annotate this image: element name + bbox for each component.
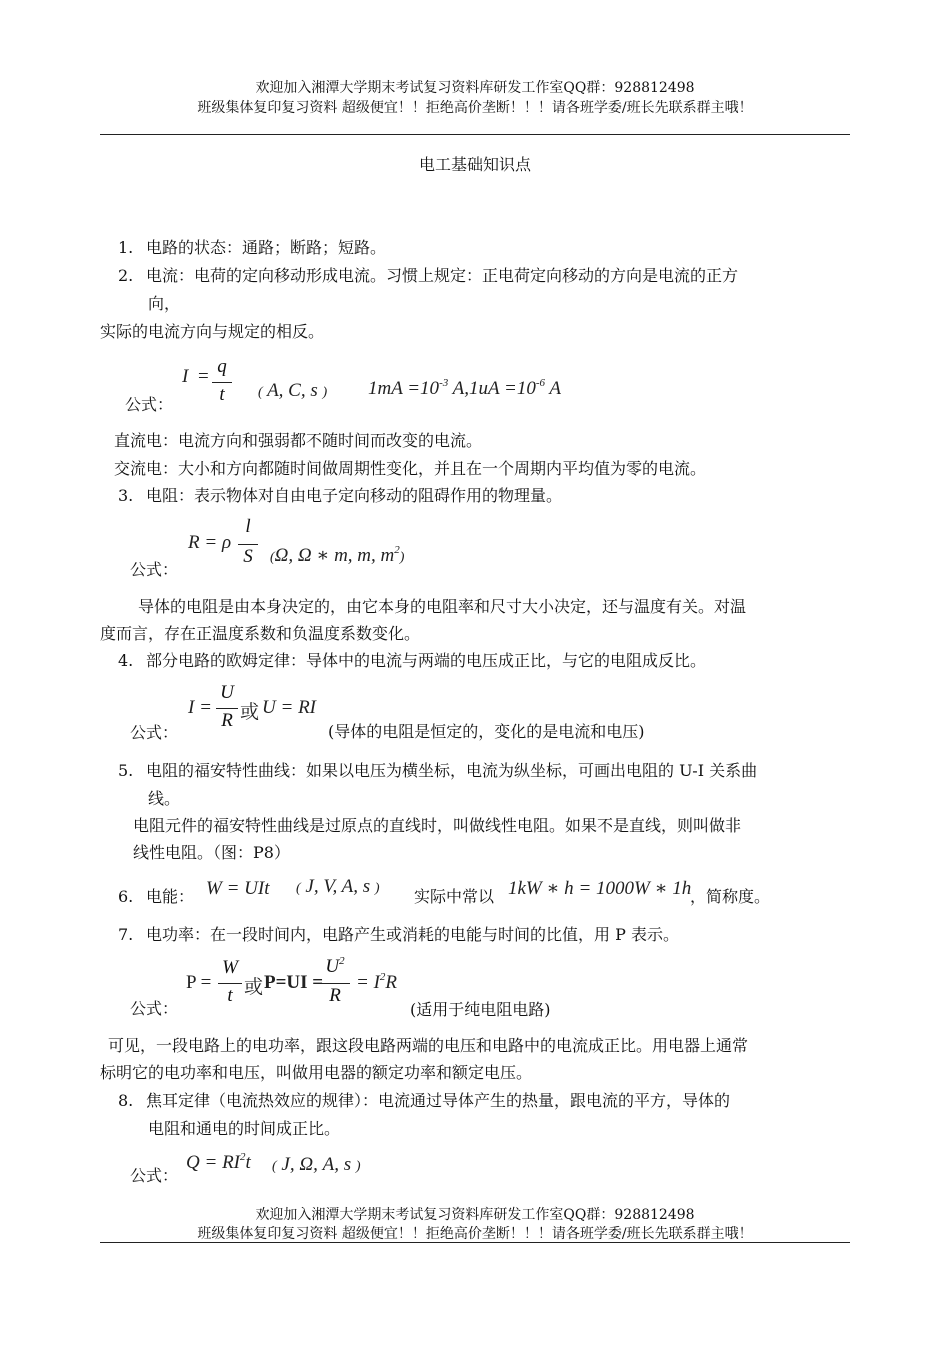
formula-resistance-numerator: l xyxy=(245,516,251,537)
formula-ohm-rhs: U = RI xyxy=(262,697,316,718)
formula-power-rhs: = $I^2R$ xyxy=(356,971,398,993)
item-5-line-3: 电阻元件的福安特性曲线是过原点的直线时，叫做线性电阻。如果不是直线，则叫做非 xyxy=(133,816,742,835)
footer-rule xyxy=(100,1242,850,1243)
page-title: 电工基础知识点 xyxy=(418,155,531,174)
item-1-text: 电路的状态：通路；断路；短路。 xyxy=(146,238,387,257)
formula-label-current: 公式： xyxy=(125,395,174,414)
power-paragraph-line-2: 标明它的电功率和电压，叫做用电器的额定功率和额定电压。 xyxy=(100,1063,533,1082)
item-8-line-1: 焦耳定律（电流热效应的规律）：电流通过导体产生的热量，跟电流的平方，导体的 xyxy=(146,1091,731,1110)
item-3 xyxy=(118,483,562,506)
formula-label-joule: 公式： xyxy=(130,1166,179,1185)
item-5-number: 5. xyxy=(118,761,134,780)
formula-energy: W = UIt xyxy=(206,878,270,899)
item-2-line-3: 实际的电流方向与规定的相反。 xyxy=(100,322,325,341)
formula-joule-units: ( J, Ω, A, s ) xyxy=(272,1154,361,1175)
formula-label-power: 公式： xyxy=(130,999,179,1018)
item-5-line-4: 线性电阻。（图：P8） xyxy=(133,843,290,862)
formula-label-resistance: 公式： xyxy=(130,560,179,579)
resistance-note-line-2: 度而言，存在正温度系数和负温度系数变化。 xyxy=(100,624,421,643)
item-6 xyxy=(118,884,194,907)
item-6-tail-text: ，简称度。 xyxy=(690,887,771,906)
formula-resistance-units: (Ω, Ω ∗ m, m, $m^2$) xyxy=(270,544,405,566)
formula-power-ui: P=UI = xyxy=(264,972,324,993)
ohm-note: (导体的电阻是恒定的，变化的是电流和电压) xyxy=(328,722,645,741)
formula-kwh: 1kW ∗ h = 1000W ∗ 1h xyxy=(508,878,692,899)
item-8-number: 8. xyxy=(118,1091,134,1110)
formula-ohm-numerator: U xyxy=(220,682,234,703)
formula-joule: $Q = RI^2t$ xyxy=(186,1151,251,1173)
header-rule xyxy=(100,134,850,135)
item-8 xyxy=(118,1088,730,1111)
footer-line-1: 欢迎加入湘潭大学期末考试复习资料库研发工作室QQ群：928812498 xyxy=(255,1207,695,1223)
item-6-number: 6. xyxy=(118,887,134,906)
power-note: (适用于纯电阻电路) xyxy=(410,1000,551,1019)
item-3-number: 3. xyxy=(118,486,134,505)
item-2-number: 2. xyxy=(118,266,134,285)
power-paragraph-line-1: 可见，一段电路上的电功率，跟这段电路两端的电压和电路中的电流成正比。用电器上通常 xyxy=(108,1036,749,1055)
resistance-note-line-1: 导体的电阻是由本身决定的，由它本身的电阻率和尺寸大小决定，还与温度有关。对温 xyxy=(138,597,747,616)
item-5-line-2: 线。 xyxy=(148,789,181,808)
item-6-mid-text: 实际中常以 xyxy=(414,887,495,906)
formula-power-denominator-1: t xyxy=(227,985,233,1006)
item-6-label: 电能： xyxy=(146,887,195,906)
item-7-text: 电功率：在一段时间内，电路产生或消耗的电能与时间的比值，用 P 表示。 xyxy=(146,925,679,944)
formula-power-numerator-1: W xyxy=(222,957,238,978)
formula-resistance-fraction-bar xyxy=(238,544,258,545)
formula-current-denominator: t xyxy=(219,384,225,405)
header-line-2: 班级集体复印复习资料 超级便宜！！拒绝高价垄断！！！请各班学委/班长先联系群主哦！ xyxy=(197,100,753,116)
item-2-line-1: 电流：电荷的定向移动形成电流。习惯上规定：正电荷定向移动的方向是电流的正方 xyxy=(146,266,739,285)
formula-power-denominator-2: R xyxy=(329,985,341,1006)
formula-resistance-lhs: R = ρ xyxy=(188,532,232,553)
item-7-number: 7. xyxy=(118,925,134,944)
formula-power-fraction-bar-2 xyxy=(320,983,350,984)
formula-ohm-lhs: I = xyxy=(188,697,212,718)
item-7 xyxy=(118,922,679,945)
formula-ohm-or: 或 xyxy=(240,702,260,723)
item-4-number: 4. xyxy=(118,651,134,670)
formula-current-conversion: $1mA =10^{-3}$ $A,1uA =10^{-6}$ A xyxy=(368,377,562,399)
header-line-1: 欢迎加入湘潭大学期末考试复习资料库研发工作室QQ群：928812498 xyxy=(255,80,695,96)
item-5-line-1: 电阻的福安特性曲线：如果以电压为横坐标，电流为纵坐标，可画出电阻的 U-I 关系曲 xyxy=(146,761,758,780)
formula-resistance-denominator: S xyxy=(243,546,253,567)
formula-power-fraction-bar-1 xyxy=(218,983,242,984)
footer-line-2: 班级集体复印复习资料 超级便宜！！拒绝高价垄断！！！请各班学委/班长先联系群主哦！ xyxy=(197,1226,753,1242)
item-2-line-2: 向， xyxy=(148,294,181,313)
formula-power-or: 或 xyxy=(244,977,264,998)
formula-current-lhs: I xyxy=(182,366,189,387)
item-8-line-2: 电阻和通电的时间成正比。 xyxy=(148,1119,341,1138)
formula-ohm-denominator: R xyxy=(221,710,233,731)
item-4 xyxy=(118,648,706,671)
item-1 xyxy=(118,235,386,258)
item-3-text: 电阻：表示物体对自由电子定向移动的阻碍作用的物理量。 xyxy=(146,486,563,505)
formula-current-numerator: q xyxy=(217,356,227,377)
item-1-number: 1. xyxy=(118,238,134,257)
formula-current-fraction-bar xyxy=(212,382,232,383)
formula-label-ohm: 公式： xyxy=(130,723,179,742)
dc-definition: 直流电：电流方向和强弱都不随时间而改变的电流。 xyxy=(114,431,483,450)
formula-power-lhs: P = xyxy=(186,972,212,993)
formula-current-equals: = xyxy=(198,366,209,387)
item-4-text: 部分电路的欧姆定律：导体中的电流与两端的电压成正比，与它的电阻成反比。 xyxy=(146,651,707,670)
formula-energy-units: ( J, V, A, s ) xyxy=(296,876,380,897)
ac-definition: 交流电：大小和方向都随时间做周期性变化，并且在一个周期内平均值为零的电流。 xyxy=(114,459,707,478)
formula-current-units: ( A, C, s ) xyxy=(258,380,328,401)
item-2 xyxy=(118,263,738,286)
formula-ohm-fraction-bar xyxy=(216,708,238,709)
formula-power-numerator-2: $U^2$ xyxy=(325,955,345,977)
item-5 xyxy=(118,758,757,781)
